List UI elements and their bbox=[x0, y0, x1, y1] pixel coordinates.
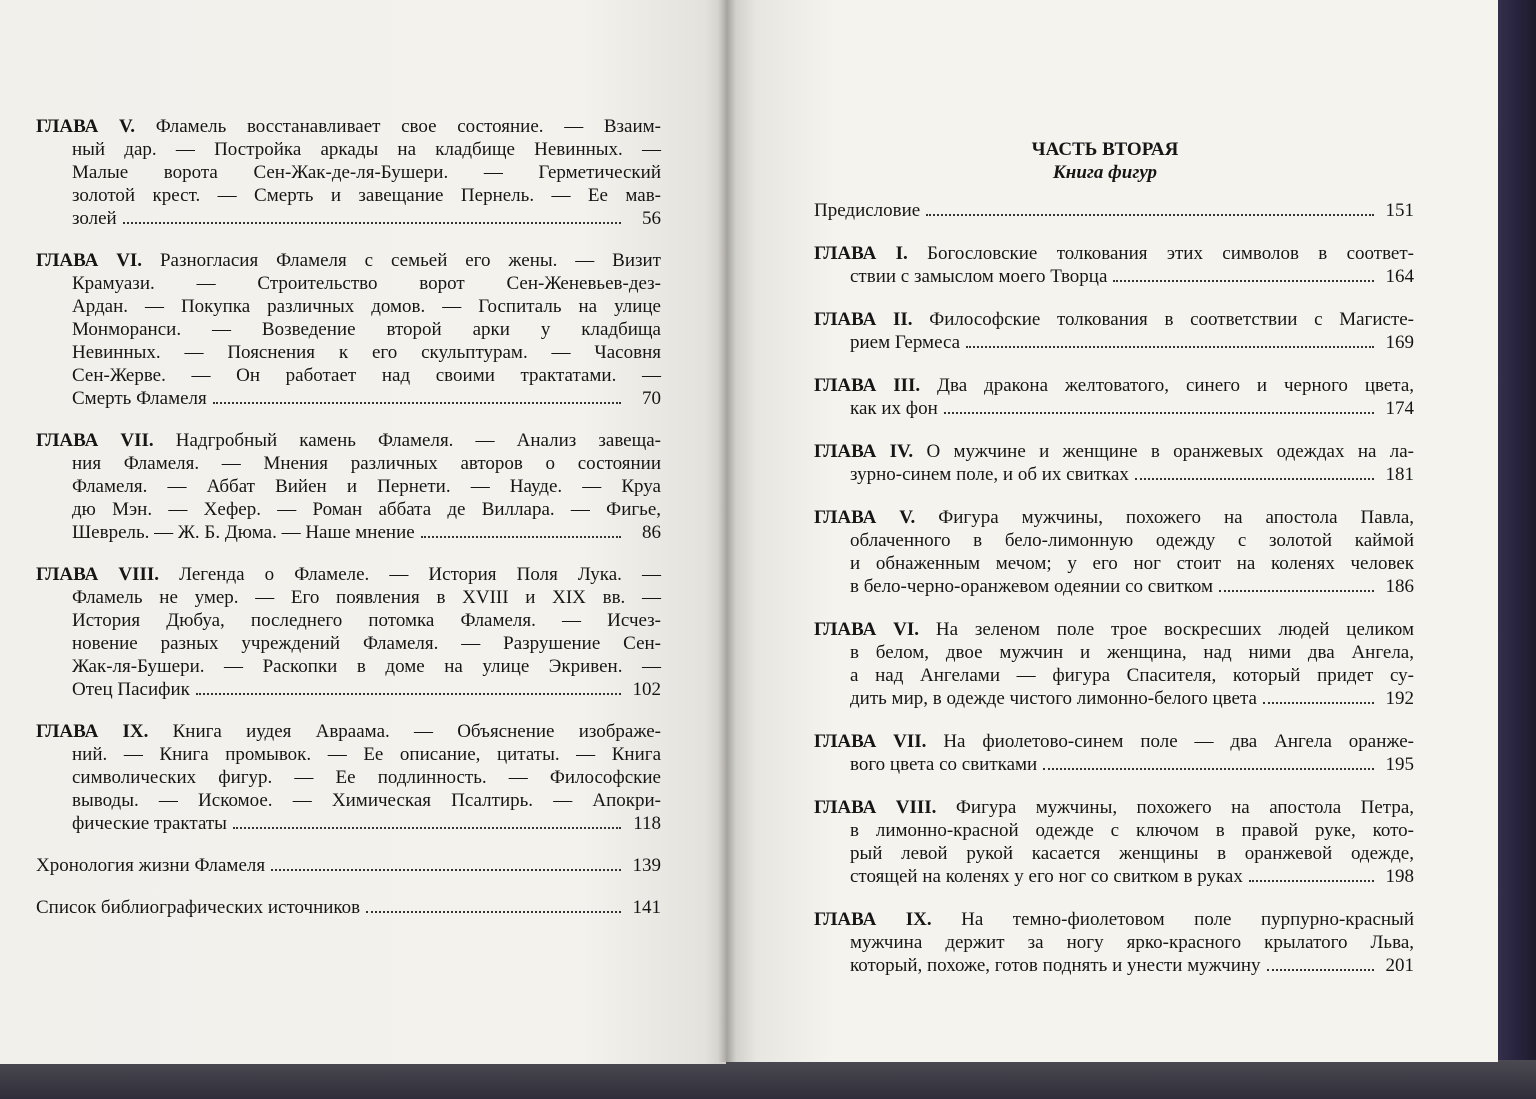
toc-entry bbox=[36, 563, 661, 701]
toc-entry-title: Отец Пасифик bbox=[72, 679, 190, 700]
toc-entry-line bbox=[36, 632, 661, 655]
toc-entry-line bbox=[814, 308, 1414, 331]
toc-entry-title: вого цвета со свитками bbox=[850, 754, 1038, 775]
toc-line-text: ный дар. — Постройка аркады на кладбище Невинных. — bbox=[72, 139, 661, 160]
toc-entry-last-line bbox=[814, 575, 1414, 598]
toc-line-text: Легенда о Фламеле. — История Поля Лука. — bbox=[179, 564, 661, 585]
toc-entry-line bbox=[36, 720, 661, 743]
toc-line-text: На зеленом поле трое воскресших людей целиком bbox=[935, 619, 1414, 640]
toc-entry-line bbox=[36, 766, 661, 789]
page-number: 192 bbox=[1385, 688, 1414, 709]
toc-line-text: Невинных. — Пояснения к его скульптурам. — Часовня bbox=[72, 342, 661, 363]
dot-leader bbox=[271, 869, 621, 871]
toc-line-text: Книга иудея Авраама. — Объяснение изображе- bbox=[172, 721, 662, 742]
toc-entry bbox=[814, 440, 1414, 486]
toc-entry-line bbox=[814, 796, 1414, 819]
page-number: 70 bbox=[642, 388, 661, 409]
toc-entry-last-line bbox=[36, 854, 661, 877]
toc-entry-last-line bbox=[36, 678, 661, 701]
toc-entry-line bbox=[36, 295, 661, 318]
page-number: 201 bbox=[1385, 955, 1414, 976]
toc-line-text: мужчина держит за ногу ярко-красного крылатого Льва, bbox=[850, 932, 1414, 953]
toc-line-text: выводы. — Искомое. — Химическая Псалтирь. — Апокри- bbox=[72, 790, 661, 811]
toc-entry bbox=[36, 429, 661, 544]
toc-entry-line bbox=[36, 429, 661, 452]
chapter-heading: ГЛАВА VI. bbox=[814, 619, 919, 640]
toc-entry-line bbox=[814, 641, 1414, 664]
toc-line-text: рый левой рукой касается женщины в оранжевой одежде, bbox=[850, 843, 1414, 864]
toc-entry-line bbox=[814, 842, 1414, 865]
chapter-heading: ГЛАВА III. bbox=[814, 375, 921, 396]
toc-line-text: Богословские толкования этих символов в соответ- bbox=[927, 243, 1414, 264]
toc-entry-line bbox=[814, 242, 1414, 265]
toc-entry-line bbox=[36, 475, 661, 498]
dot-leader bbox=[926, 214, 1374, 216]
toc-entry bbox=[814, 199, 1414, 222]
toc-line-text: История Дюбуа, последнего потомка Фламеля. — Исчез- bbox=[72, 610, 661, 631]
toc-entry-line bbox=[36, 655, 661, 678]
toc-entry-line bbox=[814, 664, 1414, 687]
toc-line-text: Крамуази. — Строительство ворот Сен-Женевьев-дез- bbox=[72, 273, 661, 294]
toc-line-text: Фигура мужчины, похожего на апостола Павла, bbox=[938, 507, 1415, 528]
toc-entry-line bbox=[814, 552, 1414, 575]
book-gutter bbox=[718, 0, 736, 1062]
toc-entry-title: Шеврель. — Ж. Б. Дюма. — Наше мнение bbox=[72, 522, 415, 543]
toc-entry-line bbox=[814, 931, 1414, 954]
toc-entry-title: Предисловие bbox=[814, 200, 921, 221]
toc-line-text: Ардан. — Покупка различных домов. — Госпиталь на улице bbox=[72, 296, 661, 317]
toc-entry-line bbox=[814, 506, 1414, 529]
dot-leader bbox=[1249, 880, 1374, 882]
toc-entry-line bbox=[36, 184, 661, 207]
toc-entry-title: фические трактаты bbox=[72, 813, 227, 834]
toc-entry-line bbox=[36, 272, 661, 295]
toc-entry-line bbox=[36, 609, 661, 632]
chapter-heading: ГЛАВА V. bbox=[814, 507, 916, 528]
toc-entry-last-line bbox=[814, 199, 1414, 222]
toc-entry-last-line bbox=[814, 753, 1414, 776]
toc-entry-title: как их фон bbox=[850, 398, 938, 419]
toc-entry bbox=[814, 506, 1414, 598]
dot-leader bbox=[421, 536, 621, 538]
toc-entry-title: ствии с замыслом моего Творца bbox=[850, 266, 1108, 287]
toc-line-text: О мужчине и женщине в оранжевых одеждах на ла- bbox=[926, 441, 1415, 462]
toc-entry-line bbox=[36, 249, 661, 272]
page-number: 195 bbox=[1385, 754, 1414, 775]
dot-leader bbox=[233, 827, 621, 829]
toc-line-text: ния Фламеля. — Мнения различных авторов о состоянии bbox=[72, 453, 661, 474]
toc-left-list bbox=[36, 115, 661, 938]
dot-leader bbox=[1135, 478, 1374, 480]
toc-entry-line bbox=[36, 115, 661, 138]
dot-leader bbox=[1267, 969, 1374, 971]
dot-leader bbox=[1219, 590, 1374, 592]
toc-entry-line bbox=[36, 563, 661, 586]
toc-entry-title: который, похоже, готов поднять и унести мужчину bbox=[850, 955, 1261, 976]
toc-entry-line bbox=[814, 440, 1414, 463]
chapter-heading: ГЛАВА VIII. bbox=[814, 797, 937, 818]
toc-entry-line bbox=[36, 318, 661, 341]
toc-line-text: Разногласия Фламеля с семьей его жены. — Визит bbox=[159, 250, 661, 271]
toc-entry-line bbox=[36, 364, 661, 387]
toc-entry-title: зурно-синем поле, и об их свитках bbox=[850, 464, 1129, 485]
page-number: 118 bbox=[633, 813, 661, 834]
toc-line-text: дю Мэн. — Хефер. — Роман аббата де Виллара. — Фигье, bbox=[72, 499, 661, 520]
toc-entry bbox=[814, 796, 1414, 888]
toc-entry-line bbox=[36, 161, 661, 184]
toc-line-text: а над Ангелами — фигура Спасителя, который придет су- bbox=[850, 665, 1414, 686]
dot-leader bbox=[1113, 280, 1374, 282]
chapter-heading: ГЛАВА VII. bbox=[814, 731, 927, 752]
dot-leader bbox=[1043, 768, 1374, 770]
chapter-heading: ГЛАВА VII. bbox=[36, 430, 154, 451]
toc-line-text: Фламель восстанавливает свое состояние. — Взаим- bbox=[155, 116, 662, 137]
toc-line-text: новение разных учреждений Фламеля. — Разрушение Сен- bbox=[72, 633, 661, 654]
toc-line-text: Монморанси. — Возведение второй арки у кладбища bbox=[72, 319, 661, 340]
toc-entry-line bbox=[36, 452, 661, 475]
toc-entry-last-line bbox=[814, 331, 1414, 354]
toc-entry-last-line bbox=[814, 865, 1414, 888]
toc-entry-line bbox=[814, 529, 1414, 552]
dot-leader bbox=[966, 346, 1374, 348]
page-number: 141 bbox=[632, 897, 661, 918]
chapter-heading: ГЛАВА VIII. bbox=[36, 564, 160, 585]
toc-entry bbox=[814, 374, 1414, 420]
page-number: 169 bbox=[1385, 332, 1414, 353]
toc-entry-line bbox=[36, 498, 661, 521]
toc-entry-line bbox=[814, 908, 1414, 931]
toc-line-text: Малые ворота Сен-Жак-де-ля-Бушери. — Герметический bbox=[72, 162, 661, 183]
toc-entry-last-line bbox=[814, 954, 1414, 977]
toc-line-text: Философские толкования в соответствии с Магисте- bbox=[929, 309, 1415, 330]
toc-entry-last-line bbox=[36, 812, 661, 835]
toc-entry bbox=[36, 896, 661, 919]
toc-line-text: символических фигур. — Ее подлинность. — Философские bbox=[72, 767, 661, 788]
toc-entry-title: дить мир, в одежде чистого лимонно-белого цвета bbox=[850, 688, 1257, 709]
toc-entry-line bbox=[814, 618, 1414, 641]
toc-line-text: облаченного в бело-лимонную одежду с золотой каймой bbox=[850, 530, 1414, 551]
toc-entry-last-line bbox=[36, 207, 661, 230]
toc-entry bbox=[36, 720, 661, 835]
toc-line-text: в лимонно-красной одежде с ключом в правой руке, кото- bbox=[850, 820, 1414, 841]
toc-entry-line bbox=[814, 819, 1414, 842]
toc-entry-last-line bbox=[814, 265, 1414, 288]
page-number: 174 bbox=[1385, 398, 1414, 419]
toc-entry-line bbox=[36, 789, 661, 812]
page-number: 139 bbox=[632, 855, 661, 876]
dot-leader bbox=[1263, 702, 1374, 704]
toc-entry-line bbox=[814, 730, 1414, 753]
toc-entry bbox=[814, 242, 1414, 288]
toc-line-text: и обнаженным мечом; у его ног стоит на коленях человек bbox=[850, 553, 1414, 574]
chapter-heading: ГЛАВА IX. bbox=[36, 721, 149, 742]
toc-entry-title: Список библиографических источников bbox=[36, 897, 361, 918]
toc-entry-title: Хронология жизни Фламеля bbox=[36, 855, 266, 876]
page-number: 56 bbox=[642, 208, 661, 229]
dot-leader bbox=[196, 693, 621, 695]
toc-entry bbox=[36, 249, 661, 410]
page-number: 181 bbox=[1385, 464, 1414, 485]
toc-entry-title: золей bbox=[72, 208, 117, 229]
toc-entry-line bbox=[36, 138, 661, 161]
toc-entry-last-line bbox=[814, 463, 1414, 486]
toc-entry-line bbox=[36, 341, 661, 364]
table-surface bbox=[0, 1060, 1536, 1099]
toc-line-text: Сен-Жерве. — Он работает над своими трактатами. — bbox=[72, 365, 661, 386]
toc-entry-line bbox=[36, 743, 661, 766]
toc-entry-line bbox=[814, 374, 1414, 397]
part-title: ЧАСТЬ ВТОРАЯ bbox=[1031, 139, 1179, 160]
toc-line-text: Надгробный камень Фламеля. — Анализ завеща- bbox=[175, 430, 662, 451]
toc-entry bbox=[814, 308, 1414, 354]
dot-leader bbox=[366, 911, 621, 913]
toc-line-text: ний. — Книга промывок. — Ее описание, цитаты. — Книга bbox=[72, 744, 661, 765]
toc-entry bbox=[814, 618, 1414, 710]
page-number: 164 bbox=[1385, 266, 1414, 287]
toc-entry-last-line bbox=[814, 687, 1414, 710]
page-number: 102 bbox=[632, 679, 661, 700]
toc-entry-title: Смерть Фламеля bbox=[72, 388, 207, 409]
dot-leader bbox=[213, 402, 621, 404]
chapter-heading: ГЛАВА I. bbox=[814, 243, 908, 264]
toc-entry-last-line bbox=[36, 521, 661, 544]
toc-line-text: На темно-фиолетовом поле пурпурно-красный bbox=[961, 909, 1414, 930]
toc-entry-line bbox=[36, 586, 661, 609]
toc-line-text: золотой крест. — Смерть и завещание Пернель. — Ее мав- bbox=[72, 185, 661, 206]
toc-line-text: Фигура мужчины, похожего на апостола Петра, bbox=[955, 797, 1415, 818]
chapter-heading: ГЛАВА IX. bbox=[814, 909, 932, 930]
part-subtitle: Книга фигур bbox=[1052, 162, 1158, 183]
toc-line-text: Фламель не умер. — Его появления в XVIII и XIX вв. — bbox=[72, 587, 661, 608]
dot-leader bbox=[944, 412, 1374, 414]
toc-line-text: в белом, двое мужчин и женщина, над ними два Ангела, bbox=[850, 642, 1414, 663]
toc-entry-title: рием Гермеса bbox=[850, 332, 961, 353]
page-number: 186 bbox=[1385, 576, 1414, 597]
toc-line-text: Жак-ля-Бушери. — Раскопки в доме на улице Экривен. — bbox=[72, 656, 661, 677]
toc-entry-title: в бело-черно-оранжевом одеянии со свитком bbox=[850, 576, 1214, 597]
toc-entry-last-line bbox=[36, 387, 661, 410]
chapter-heading: ГЛАВА V. bbox=[36, 116, 135, 137]
chapter-heading: ГЛАВА II. bbox=[814, 309, 913, 330]
toc-entry-last-line bbox=[36, 896, 661, 919]
toc-line-text: Два дракона желтоватого, синего и черного цвета, bbox=[937, 375, 1415, 396]
toc-entry bbox=[36, 115, 661, 230]
toc-entry-title: стоящей на коленях у его ног со свитком в руках bbox=[850, 866, 1243, 887]
toc-entry bbox=[814, 730, 1414, 776]
chapter-heading: ГЛАВА IV. bbox=[814, 441, 914, 462]
toc-entry bbox=[814, 908, 1414, 977]
toc-entry bbox=[36, 854, 661, 877]
dot-leader bbox=[123, 222, 621, 224]
toc-right-list bbox=[814, 199, 1414, 997]
toc-line-text: Фламеля. — Аббат Вийен и Пернети. — Науде. — Круа bbox=[72, 476, 661, 497]
page-number: 86 bbox=[642, 522, 661, 543]
chapter-heading: ГЛАВА VI. bbox=[36, 250, 143, 271]
toc-line-text: На фиолетово-синем поле — два Ангела оранже- bbox=[943, 731, 1415, 752]
toc-entry-last-line bbox=[814, 397, 1414, 420]
page-number: 198 bbox=[1385, 866, 1414, 887]
page-number: 151 bbox=[1385, 200, 1414, 221]
